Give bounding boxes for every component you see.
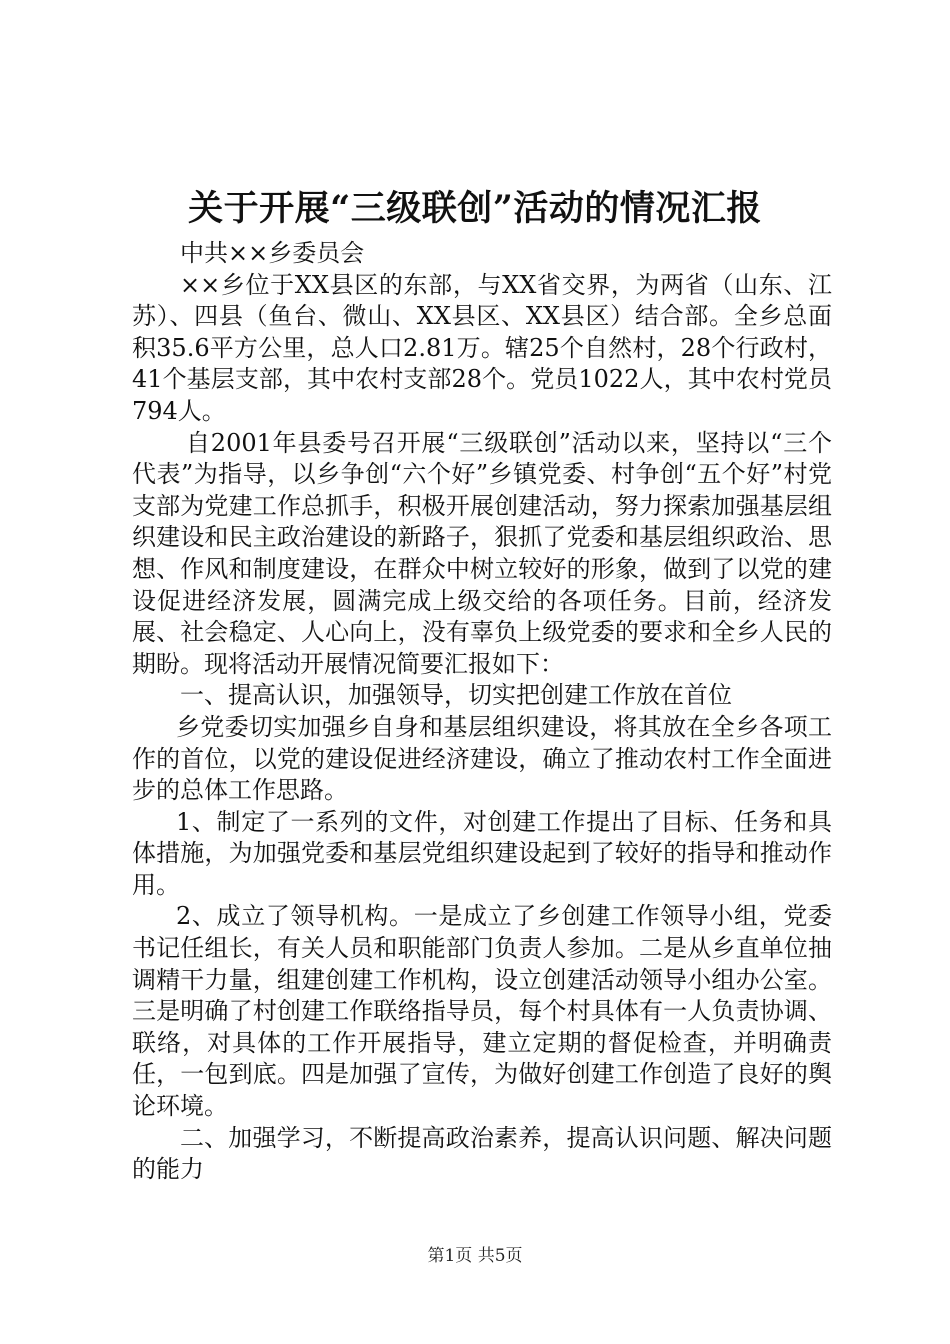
list-item-1: 1、制定了一系列的文件，对创建工作提出了目标、任务和具体措施，为加强党委和基层党组织建设起到了较好的指导和推动作用。 [132, 807, 832, 899]
document-body [132, 238, 832, 1186]
paragraph-section-1: 乡党委切实加强乡自身和基层组织建设，将其放在全乡各项工作的首位，以党的建设促进经济建设，确立了推动农村工作全面进步的总体工作思路。 [132, 712, 832, 805]
author-line: 中共××乡委员会 [180, 239, 365, 267]
list-item-2: 2、成立了领导机构。一是成立了乡创建工作领导小组，党委书记任组长，有关人员和职能部门负责人参加。二是从乡直单位抽调精干力量，组建创建工作机构，设立创建活动领导小组办公室。三是明确了村创建工作联络指导员，每个村具体有一人负责协调、联络，对具体的工作开展指导，建立定期的督促检查，并明确责任，一包到底。四是加强了宣传，为做好创建工作创造了良好的舆论环境。 [132, 902, 832, 1121]
paragraph-overview: ××乡位于XX县区的东部，与XX省交界，为两省（山东、江苏）、四县（鱼台、微山、XX县区、XX县区）结合部。全乡总面积35.6平方公里，总人口2.81万。辖25个自然村，28个行政村，41个基层支部，其中农村支部28个。党员1022人，其中农村党员794人。 [132, 270, 832, 425]
document-title: 关于开展“三级联创”活动的情况汇报 [188, 188, 762, 229]
section-heading-1: 一、提高认识，加强领导，切实把创建工作放在首位 [180, 681, 732, 710]
paragraph-introduction: 自2001年县委号召开展“三级联创”活动以来，坚持以“三个代表”为指导，以乡争创“六个好”乡镇党委、村争创“五个好”村党支部为党建工作总抓手，积极开展创建活动，努力探索加强基层组织建设和民主政治建设的新路子，狠抓了党委和基层组织政治、思想、作风和制度建设，在群众中树立较好的形象，做到了以党的建设促进经济发展，圆满完成上级交给的各项任务。目前，经济发展、社会稳定、人心向上，没有辜负上级党委的要求和全乡人民的期盼。现将活动开展情况简要汇报如下： [132, 428, 832, 678]
page-footer: 第1页 共5页 [427, 1246, 523, 1266]
section-heading-2: 二、加强学习，不断提高政治素养，提高认识问题、解决问题的能力 [132, 1123, 832, 1184]
